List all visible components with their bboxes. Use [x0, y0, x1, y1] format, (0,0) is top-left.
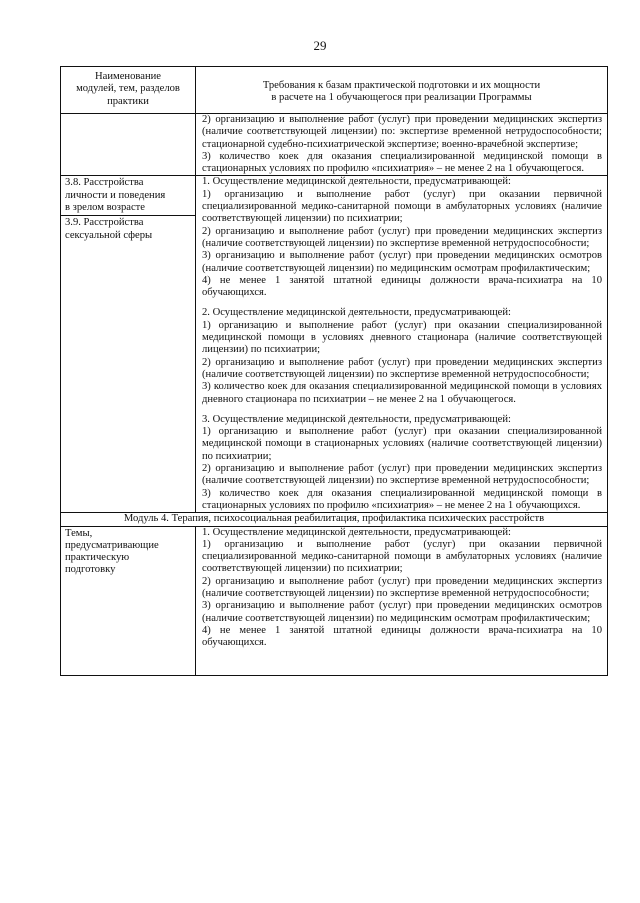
topic-line: подготовку — [65, 564, 116, 576]
row2-right-cell — [196, 176, 608, 513]
list-item: 3) количество коек для оказания специализированной медицинской помощи в условиях дневного стационара по психиатрии – не менее 2 на 1 обучающегося. — [202, 381, 602, 405]
list-item: 1) организацию и выполнение работ (услуг) при оказании первичной специализированной медико-санитарной помощи в амбулаторных условиях (наличие соответствующей лицензии) по психиатрии; — [202, 538, 602, 575]
row1-right-cell — [196, 114, 608, 176]
header-col-modules — [61, 67, 196, 114]
page-number: 29 — [313, 38, 327, 53]
header-col-requirements-line: в расчете на 1 обучающегося при реализации Программы — [271, 92, 532, 104]
list-item: 2) организацию и выполнение работ (услуг) при проведении медицинских экспертиз (наличие соответствующей лицензии) по экспертизе временной нетрудоспособности; — [202, 575, 602, 599]
list-item: 4) не менее 1 занятой штатной единицы должности врача-психиатра на 10 обучающихся. — [202, 274, 602, 299]
list-item: 3) количество коек для оказания специализированной медицинской помощи в стационарных условиях по профилю «психиатрия» – не менее 2 на 1 обучающихся. — [202, 487, 602, 511]
list-item: 1) организацию и выполнение работ (услуг) при оказании первичной специализированной медико-санитарной помощи в амбулаторных условиях (наличие соответствующей лицензии) по психиатрии; — [202, 188, 602, 225]
list-item: 3) организацию и выполнение работ (услуг) при проведении медицинских осмотров (наличие соответствующей лицензии) по медицинским осмотрам профилактическим; — [202, 250, 602, 274]
list-item: 3) организацию и выполнение работ (услуг) при проведении медицинских осмотров (наличие соответствующей лицензии) по медицинским осмотрам профилактическим; — [202, 600, 602, 624]
section-3-9-title — [61, 216, 195, 242]
block-heading: 2. Осуществление медицинской деятельности, предусматривающей: — [202, 307, 511, 319]
module-4-title: Модуль 4. Терапия, психосоциальная реабилитация, профилактика психических расстройств — [61, 513, 608, 526]
section-3-8-title — [61, 176, 195, 216]
row1-left-cell — [61, 114, 196, 176]
table-row — [61, 526, 608, 676]
section-title-line: 3.8. Расстройства — [65, 177, 144, 189]
section-title-line: сексуальной сферы — [65, 229, 153, 241]
list-item: 2) организацию и выполнение работ (услуг) при проведении медицинских экспертиз (наличие соответствующей лицензии) по: экспертизе временной нетрудоспособности; стационарной судебно-психиатрической экспертизе; военно-врачебной экспертизе; — [202, 114, 602, 150]
list-item: 4) не менее 1 занятой штатной единицы должности врача-психиатра на 10 обучающихся. — [202, 624, 602, 649]
module-row — [61, 513, 608, 526]
requirements-table — [60, 66, 608, 676]
block-heading: 3. Осуществление медицинской деятельности, предусматривающей: — [202, 413, 511, 425]
header-col-modules-line: модулей, тем, разделов — [76, 83, 180, 95]
block-heading: 1. Осуществление медицинской деятельности, предусматривающей: — [202, 526, 511, 538]
list-item: 1) организацию и выполнение работ (услуг) при оказании специализированной медицинской помощи в стационарных условиях (наличие соответствующей лицензии) по психиатрии; — [202, 426, 602, 462]
section-title-line: 3.9. Расстройства — [65, 217, 144, 229]
table-row — [61, 176, 608, 513]
list-item: 2) организацию и выполнение работ (услуг) при проведении медицинских экспертиз (наличие соответствующей лицензии) по экспертизе временной нетрудоспособности; — [202, 356, 602, 380]
row2-left-cell — [61, 176, 196, 513]
section-title-line: личности и поведения — [65, 189, 166, 201]
list-item: 1) организацию и выполнение работ (услуг) при оказании специализированной медицинской помощи в условиях дневного стационара (наличие соответствующей лицензии) по психиатрии; — [202, 319, 602, 356]
topic-line: практическую — [65, 552, 130, 564]
row3-left-cell — [61, 526, 196, 676]
list-item: 2) организацию и выполнение работ (услуг) при проведении медицинских экспертиз (наличие соответствующей лицензии) по экспертизе временной нетрудоспособности; — [202, 225, 602, 249]
header-col-requirements — [196, 67, 608, 114]
list-item: 3) количество коек для оказания специализированной медицинской помощи в стационарных условиях по профилю «психиатрия» – не менее 2 на 1 обучающегося. — [202, 150, 602, 175]
topic-line: предусматривающие — [65, 539, 159, 551]
section-title-line: в зрелом возрасте — [65, 202, 146, 214]
block-heading: 1. Осуществление медицинской деятельности, предусматривающей: — [202, 176, 511, 188]
topic-line: Темы, — [65, 527, 93, 539]
table-header-row — [61, 67, 608, 114]
header-col-modules-line: Наименование — [95, 71, 161, 82]
header-col-modules-line: практики — [107, 95, 149, 107]
table-row — [61, 114, 608, 176]
header-col-requirements-line: Требования к базам практической подготовки и их мощности — [262, 80, 541, 91]
row3-right-cell — [196, 526, 608, 676]
list-item: 2) организацию и выполнение работ (услуг) при проведении медицинских экспертиз (наличие соответствующей лицензии) по экспертизе временной нетрудоспособности; — [202, 463, 602, 487]
